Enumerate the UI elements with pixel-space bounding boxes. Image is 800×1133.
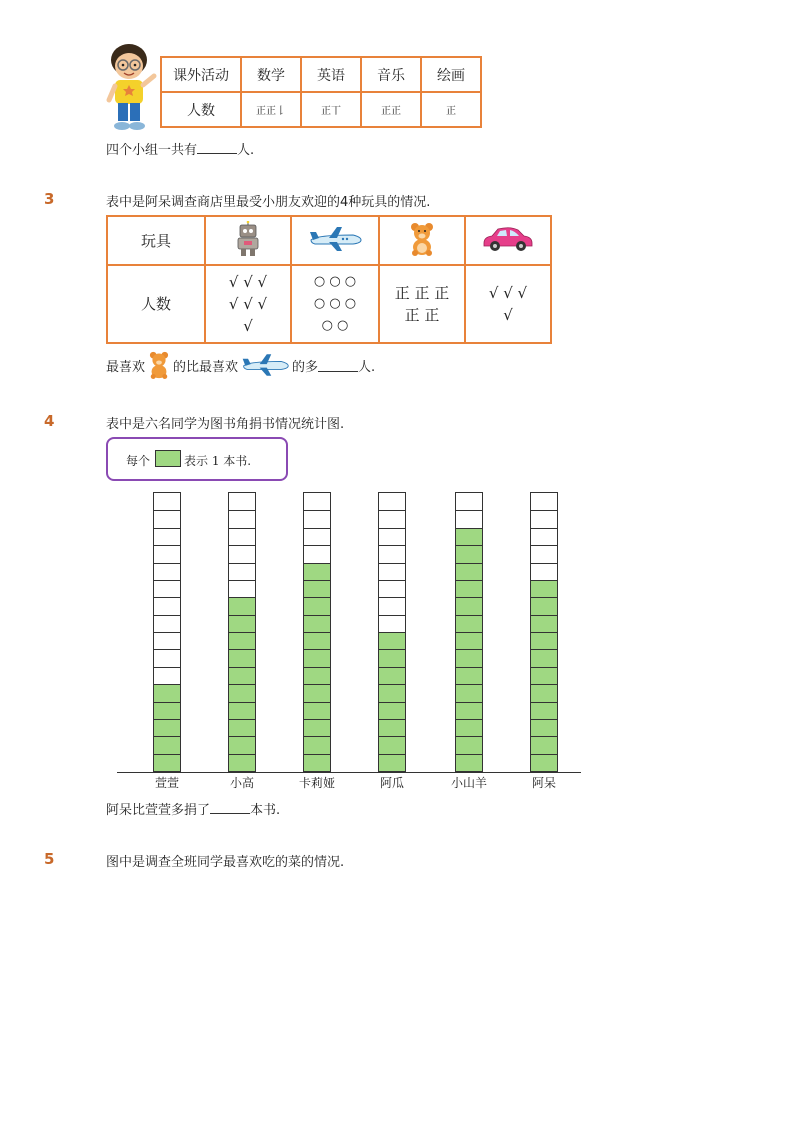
empty-cell — [531, 545, 557, 562]
filled-cell — [531, 754, 557, 771]
filled-cell — [456, 528, 482, 545]
answer-blank[interactable] — [197, 141, 237, 154]
header-toy: 玩具 — [107, 216, 205, 265]
empty-cell — [531, 563, 557, 580]
q3-question: 最喜欢 的比最喜欢 的多 人. — [106, 352, 375, 378]
filled-cell — [379, 684, 405, 701]
filled-cell — [379, 719, 405, 736]
empty-cell — [154, 545, 180, 562]
filled-cell — [379, 702, 405, 719]
q2-question: 四个小组一共有 人. — [106, 143, 255, 158]
empty-cell — [154, 528, 180, 545]
empty-cell — [379, 528, 405, 545]
filled-cell — [304, 754, 330, 771]
row-label-people-q3: 人数 — [107, 265, 205, 343]
question-number-5: 5 — [44, 850, 55, 868]
empty-cell — [154, 493, 180, 510]
filled-cell — [154, 684, 180, 701]
filled-cell — [154, 754, 180, 771]
car-icon — [480, 225, 536, 253]
empty-cell — [531, 510, 557, 527]
filled-cell — [379, 754, 405, 771]
filled-cell — [456, 615, 482, 632]
filled-cell — [229, 615, 255, 632]
robot-marks: √ √ √ √ √ √ √ — [205, 265, 291, 343]
header-drawing: 绘画 — [421, 57, 481, 92]
filled-cell — [304, 597, 330, 614]
toy-bear-cell — [379, 216, 465, 265]
filled-cell — [456, 632, 482, 649]
activity-table — [160, 56, 482, 128]
empty-cell — [154, 563, 180, 580]
filled-cell — [456, 736, 482, 753]
tally-music: 正正 — [361, 92, 421, 127]
teddy-bear-icon — [408, 222, 436, 256]
x-tick-label: 阿瓜 — [379, 776, 404, 790]
filled-cell — [229, 702, 255, 719]
car-marks: √ √ √ √ — [465, 265, 551, 343]
empty-cell — [154, 615, 180, 632]
filled-cell — [229, 667, 255, 684]
empty-cell — [229, 510, 255, 527]
question-number-3: 3 — [44, 190, 55, 208]
empty-cell — [154, 667, 180, 684]
filled-cell — [456, 754, 482, 771]
tally-math: 正正𠄌 — [241, 92, 301, 127]
empty-cell — [229, 528, 255, 545]
filled-cell — [456, 702, 482, 719]
answer-blank[interactable] — [210, 801, 250, 814]
boy-illustration — [100, 40, 158, 132]
legend-text-before: 每个 — [126, 454, 151, 468]
filled-cell — [229, 719, 255, 736]
header-activity: 课外活动 — [161, 57, 241, 92]
filled-cell — [229, 754, 255, 771]
filled-cell — [304, 736, 330, 753]
q3-intro: 表中是阿呆调查商店里最受小朋友欢迎的4种玩具的情况. — [106, 195, 431, 210]
filled-cell — [304, 649, 330, 666]
filled-cell — [304, 615, 330, 632]
empty-cell — [379, 493, 405, 510]
empty-cell — [456, 510, 482, 527]
q5-intro: 图中是调查全班同学最喜欢吃的菜的情况. — [106, 855, 345, 870]
filled-cell — [379, 736, 405, 753]
bear-marks: 正 正 正 正 正 — [379, 265, 465, 343]
filled-cell — [531, 649, 557, 666]
x-tick-label: 萱萱 — [154, 776, 179, 790]
robot-icon — [233, 221, 263, 257]
filled-cell — [304, 702, 330, 719]
empty-cell — [379, 510, 405, 527]
empty-cell — [304, 493, 330, 510]
question-number-4: 4 — [44, 412, 55, 430]
filled-cell — [229, 649, 255, 666]
empty-cell — [229, 545, 255, 562]
bar-4 — [378, 492, 406, 772]
x-tick-label: 阿呆 — [531, 776, 556, 790]
filled-cell — [456, 719, 482, 736]
filled-cell — [531, 684, 557, 701]
bar-1 — [153, 492, 181, 772]
filled-cell — [304, 719, 330, 736]
header-math: 数学 — [241, 57, 301, 92]
empty-cell — [229, 493, 255, 510]
filled-cell — [379, 632, 405, 649]
empty-cell — [304, 510, 330, 527]
tally-drawing: 正 — [421, 92, 481, 127]
filled-cell — [154, 702, 180, 719]
empty-cell — [379, 545, 405, 562]
empty-cell — [154, 649, 180, 666]
empty-cell — [154, 510, 180, 527]
filled-cell — [456, 597, 482, 614]
toy-car-cell — [465, 216, 551, 265]
q4-intro: 表中是六名同学为图书角捐书情况统计图. — [106, 417, 345, 432]
filled-cell — [456, 563, 482, 580]
filled-cell — [531, 702, 557, 719]
legend-swatch — [155, 450, 181, 467]
x-tick-label: 小山羊 — [450, 776, 487, 790]
filled-cell — [154, 719, 180, 736]
empty-cell — [379, 580, 405, 597]
filled-cell — [304, 632, 330, 649]
toy-robot-cell — [205, 216, 291, 265]
empty-cell — [154, 632, 180, 649]
filled-cell — [531, 667, 557, 684]
filled-cell — [531, 719, 557, 736]
filled-cell — [531, 736, 557, 753]
airplane-inline-icon — [240, 353, 290, 377]
empty-cell — [304, 545, 330, 562]
empty-cell — [456, 493, 482, 510]
empty-cell — [531, 528, 557, 545]
filled-cell — [531, 632, 557, 649]
empty-cell — [229, 580, 255, 597]
x-tick-label: 小高 — [229, 776, 254, 790]
empty-cell — [379, 563, 405, 580]
filled-cell — [456, 649, 482, 666]
bar-2 — [228, 492, 256, 772]
bar-3 — [303, 492, 331, 772]
filled-cell — [456, 684, 482, 701]
toy-airplane-cell — [291, 216, 379, 265]
x-axis — [117, 772, 581, 773]
empty-cell — [154, 597, 180, 614]
filled-cell — [229, 632, 255, 649]
filled-cell — [379, 667, 405, 684]
q4-question: 阿呆比萱萱多捐了 本书. — [106, 803, 281, 818]
filled-cell — [304, 580, 330, 597]
filled-cell — [456, 667, 482, 684]
filled-cell — [531, 615, 557, 632]
tally-english: 正丅 — [301, 92, 361, 127]
filled-cell — [456, 545, 482, 562]
empty-cell — [154, 580, 180, 597]
airplane-marks: ○ ○ ○ ○ ○ ○ ○ ○ — [291, 265, 379, 343]
toy-table — [106, 215, 552, 344]
filled-cell — [154, 736, 180, 753]
empty-cell — [379, 597, 405, 614]
filled-cell — [304, 563, 330, 580]
filled-cell — [229, 736, 255, 753]
legend-text-after: 表示 1 本书. — [184, 454, 252, 468]
bar-6 — [530, 492, 558, 772]
x-tick-label: 卡莉娅 — [298, 776, 335, 790]
header-music: 音乐 — [361, 57, 421, 92]
answer-blank[interactable] — [318, 359, 358, 372]
empty-cell — [229, 563, 255, 580]
empty-cell — [304, 528, 330, 545]
empty-cell — [379, 615, 405, 632]
row-label-people: 人数 — [161, 92, 241, 127]
filled-cell — [229, 684, 255, 701]
airplane-icon — [307, 226, 363, 252]
teddy-bear-inline-icon — [147, 351, 171, 379]
header-english: 英语 — [301, 57, 361, 92]
filled-cell — [229, 597, 255, 614]
empty-cell — [531, 493, 557, 510]
filled-cell — [304, 684, 330, 701]
bar-5 — [455, 492, 483, 772]
filled-cell — [304, 667, 330, 684]
filled-cell — [531, 597, 557, 614]
filled-cell — [531, 580, 557, 597]
filled-cell — [379, 649, 405, 666]
filled-cell — [456, 580, 482, 597]
